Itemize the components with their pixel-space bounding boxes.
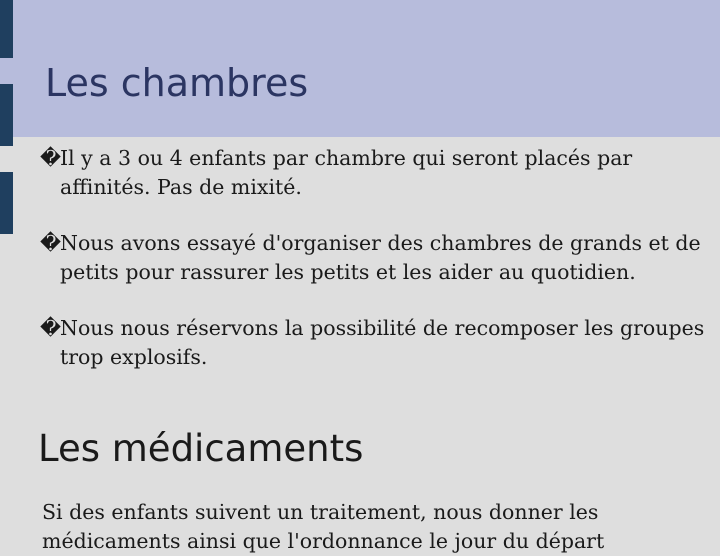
bullet-glyph-icon: � xyxy=(40,231,62,255)
section-body-text: Si des enfants suivent un traitement, nous donner les médicaments ainsi que l'ordonnance le jour du départ xyxy=(42,500,605,553)
bullet-text: Nous avons essayé d'organiser des chambres de grands et de petits pour rassurer les petits et les aider au quotidien. xyxy=(60,231,701,284)
section-heading: Les médicaments xyxy=(38,427,364,470)
bullet-list xyxy=(40,144,710,399)
edge-bar-middle xyxy=(0,84,13,146)
bullet-item xyxy=(40,144,710,202)
edge-bar-bottom xyxy=(0,172,13,234)
bullet-text: Il y a 3 ou 4 enfants par chambre qui seront placés par affinités. Pas de mixité. xyxy=(60,146,633,199)
bullet-item xyxy=(40,314,710,372)
slide-title: Les chambres xyxy=(45,61,309,105)
bullet-text: Nous nous réservons la possibilité de recomposer les groupes trop explosifs. xyxy=(60,316,705,369)
bullet-item xyxy=(40,229,710,287)
bullet-glyph-icon: � xyxy=(40,316,62,340)
edge-bar-top xyxy=(0,0,13,58)
bullet-glyph-icon: � xyxy=(40,146,62,170)
